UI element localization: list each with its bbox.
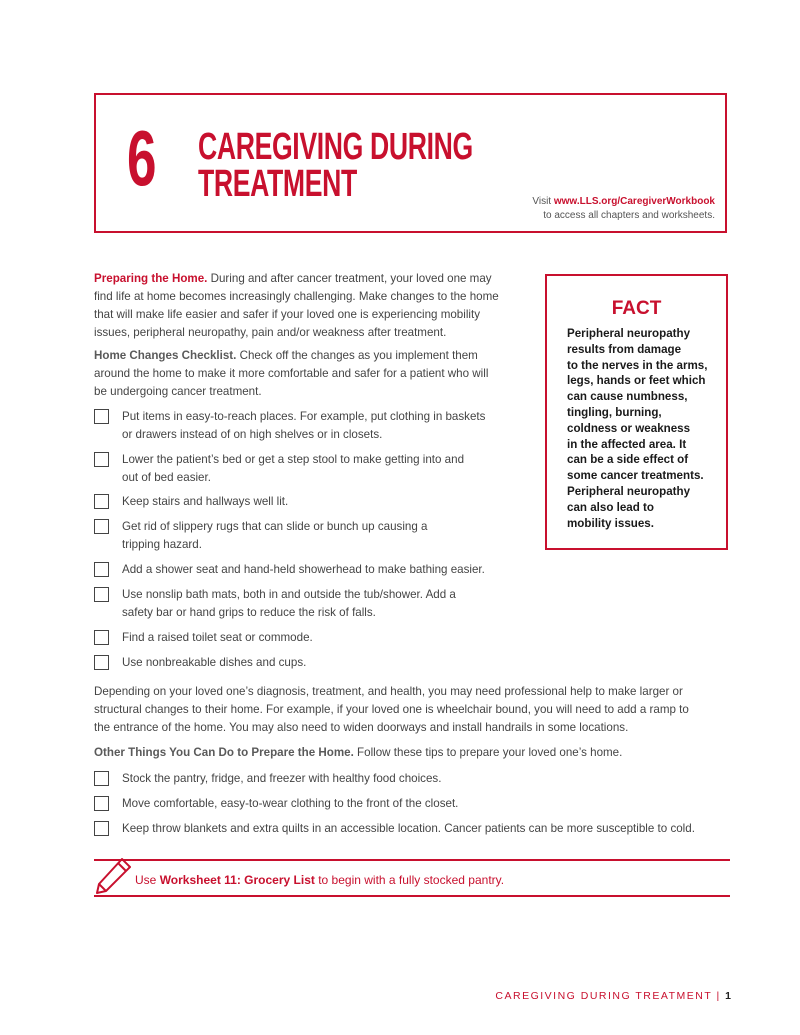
preparing-line: During and after cancer treatment, your loved one may [207, 272, 492, 285]
checklist-item-text [122, 629, 313, 647]
checklist-item-line: Use nonbreakable dishes and cups. [122, 656, 307, 669]
chapter-header [94, 93, 727, 233]
checkbox[interactable] [94, 452, 109, 467]
fact-line: can also lead to [567, 500, 654, 514]
fact-line: legs, hands or feet which [567, 374, 706, 388]
depending-line: Depending on your loved one’s diagnosis, treatment, and health, you may need professional help to make larger or [94, 685, 683, 698]
worksheet-callout [135, 873, 504, 887]
checklist-item-line: Find a raised toilet seat or commode. [122, 631, 313, 644]
callout-top-rule [94, 859, 730, 861]
checkbox[interactable] [94, 821, 109, 836]
page-footer [495, 990, 731, 1002]
footer-section: CAREGIVING DURING TREATMENT [495, 990, 713, 1002]
visit-prefix: Visit [532, 196, 554, 207]
chapter-title-line2: TREATMENT [198, 163, 357, 205]
fact-line: some cancer treatments. [567, 469, 704, 483]
preparing-paragraph [94, 270, 534, 342]
preparing-line: that will make life easier and safer if your loved one is experiencing mobility [94, 308, 481, 321]
other-checklist-text: Keep throw blankets and extra quilts in an accessible location. Cancer patients can be more susceptible to cold. [122, 822, 695, 835]
checklist-item-text [122, 493, 288, 511]
checkbox[interactable] [94, 655, 109, 670]
fact-line: coldness or weakness [567, 421, 691, 435]
preparing-line: issues, peripheral neuropathy, pain and/or weakness after treatment. [94, 326, 447, 339]
other-lead: Other Things You Can Do to Prepare the Home. [94, 746, 354, 759]
preparing-line: find life at home becomes increasingly challenging. Make changes to the home [94, 290, 499, 303]
checklist-item-line: Use nonslip bath mats, both in and outside the tub/shower. Add a [122, 588, 456, 601]
callout-bottom-rule [94, 895, 730, 897]
fact-line: mobility issues. [567, 516, 654, 530]
checklist-item-line: Keep stairs and hallways well lit. [122, 495, 289, 508]
checkbox[interactable] [94, 796, 109, 811]
checklist-item-line: tripping hazard. [122, 538, 202, 551]
visit-suffix: to access all chapters and worksheets. [543, 210, 715, 221]
checkbox[interactable] [94, 519, 109, 534]
chapter-number: 6 [127, 114, 156, 202]
checklist-item-line: Get rid of slippery rugs that can slide or bunch up causing a [122, 520, 428, 533]
fact-box [545, 274, 728, 550]
checklist-item-line: safety bar or hand grips to reduce the risk of falls. [122, 606, 376, 619]
checkbox[interactable] [94, 630, 109, 645]
workbook-link[interactable]: www.LLS.org/CaregiverWorkbook [553, 196, 715, 207]
checkbox[interactable] [94, 562, 109, 577]
pencil-icon [92, 855, 134, 897]
checklist-item-line: Add a shower seat and hand-held showerhead to make bathing easier. [122, 563, 485, 576]
checklist-item-text [122, 561, 485, 579]
checklist-intro-line: around the home to make it more comfortable and safer for a patient who will [94, 367, 489, 380]
depending-line: structural changes to their home. For example, if your loved one is wheelchair bound, you will need to add a ramp to [94, 703, 689, 716]
chapter-title-line1: CAREGIVING DURING [198, 126, 473, 168]
fact-line: Peripheral neuropathy [567, 484, 691, 498]
fact-line: can cause numbness, [567, 390, 688, 404]
checklist-item-text [122, 518, 427, 554]
fact-line: can be a side effect of [567, 453, 689, 467]
fact-line: results from damage [567, 342, 682, 356]
fact-line: Peripheral neuropathy [567, 327, 691, 340]
checkbox[interactable] [94, 409, 109, 424]
depending-line: the entrance of the home. You may also need to widen doorways and install handrails in some locations. [94, 721, 629, 734]
page-number: 1 [725, 990, 731, 1002]
fact-title: FACT [611, 298, 662, 319]
checklist-item-line: or drawers instead of on high shelves or in closets. [122, 428, 383, 441]
checkbox[interactable] [94, 771, 109, 786]
checklist-item-text [122, 654, 306, 672]
checklist-intro [94, 347, 534, 401]
chapter-title [198, 126, 473, 205]
fact-line: in the affected area. It [567, 437, 687, 451]
checklist-intro-line: Check off the changes as you implement them [236, 349, 478, 362]
preparing-lead: Preparing the Home. [94, 272, 208, 285]
worksheet-prefix: Use [135, 873, 160, 887]
other-paragraph [94, 744, 734, 762]
checklist-item-text [122, 586, 456, 622]
checklist-lead: Home Changes Checklist. [94, 349, 237, 362]
fact-text [567, 326, 727, 531]
other-checklist-text: Stock the pantry, fridge, and freezer with healthy food choices. [122, 772, 442, 785]
fact-line: tingling, burning, [567, 405, 662, 419]
other-checklist-text: Move comfortable, easy-to-wear clothing to the front of the closet. [122, 797, 459, 810]
worksheet-suffix: to begin with a fully stocked pantry. [314, 873, 505, 887]
depending-paragraph [94, 683, 734, 737]
checkbox[interactable] [94, 494, 109, 509]
visit-note [532, 195, 715, 223]
worksheet-link[interactable]: Worksheet 11: Grocery List [159, 873, 315, 887]
footer-separator: | [712, 990, 726, 1002]
checklist-item-line: out of bed easier. [122, 471, 211, 484]
checklist-item-line: Lower the patient’s bed or get a step stool to make getting into and [122, 453, 465, 466]
checklist-intro-line: be undergoing cancer treatment. [94, 385, 262, 398]
fact-line: to the nerves in the arms, [567, 358, 708, 372]
checkbox[interactable] [94, 587, 109, 602]
checklist-item-text [122, 408, 485, 444]
other-text: Follow these tips to prepare your loved one’s home. [353, 746, 623, 759]
checklist-item-line: Put items in easy-to-reach places. For example, put clothing in baskets [122, 410, 486, 423]
checklist-item-text [122, 451, 464, 487]
